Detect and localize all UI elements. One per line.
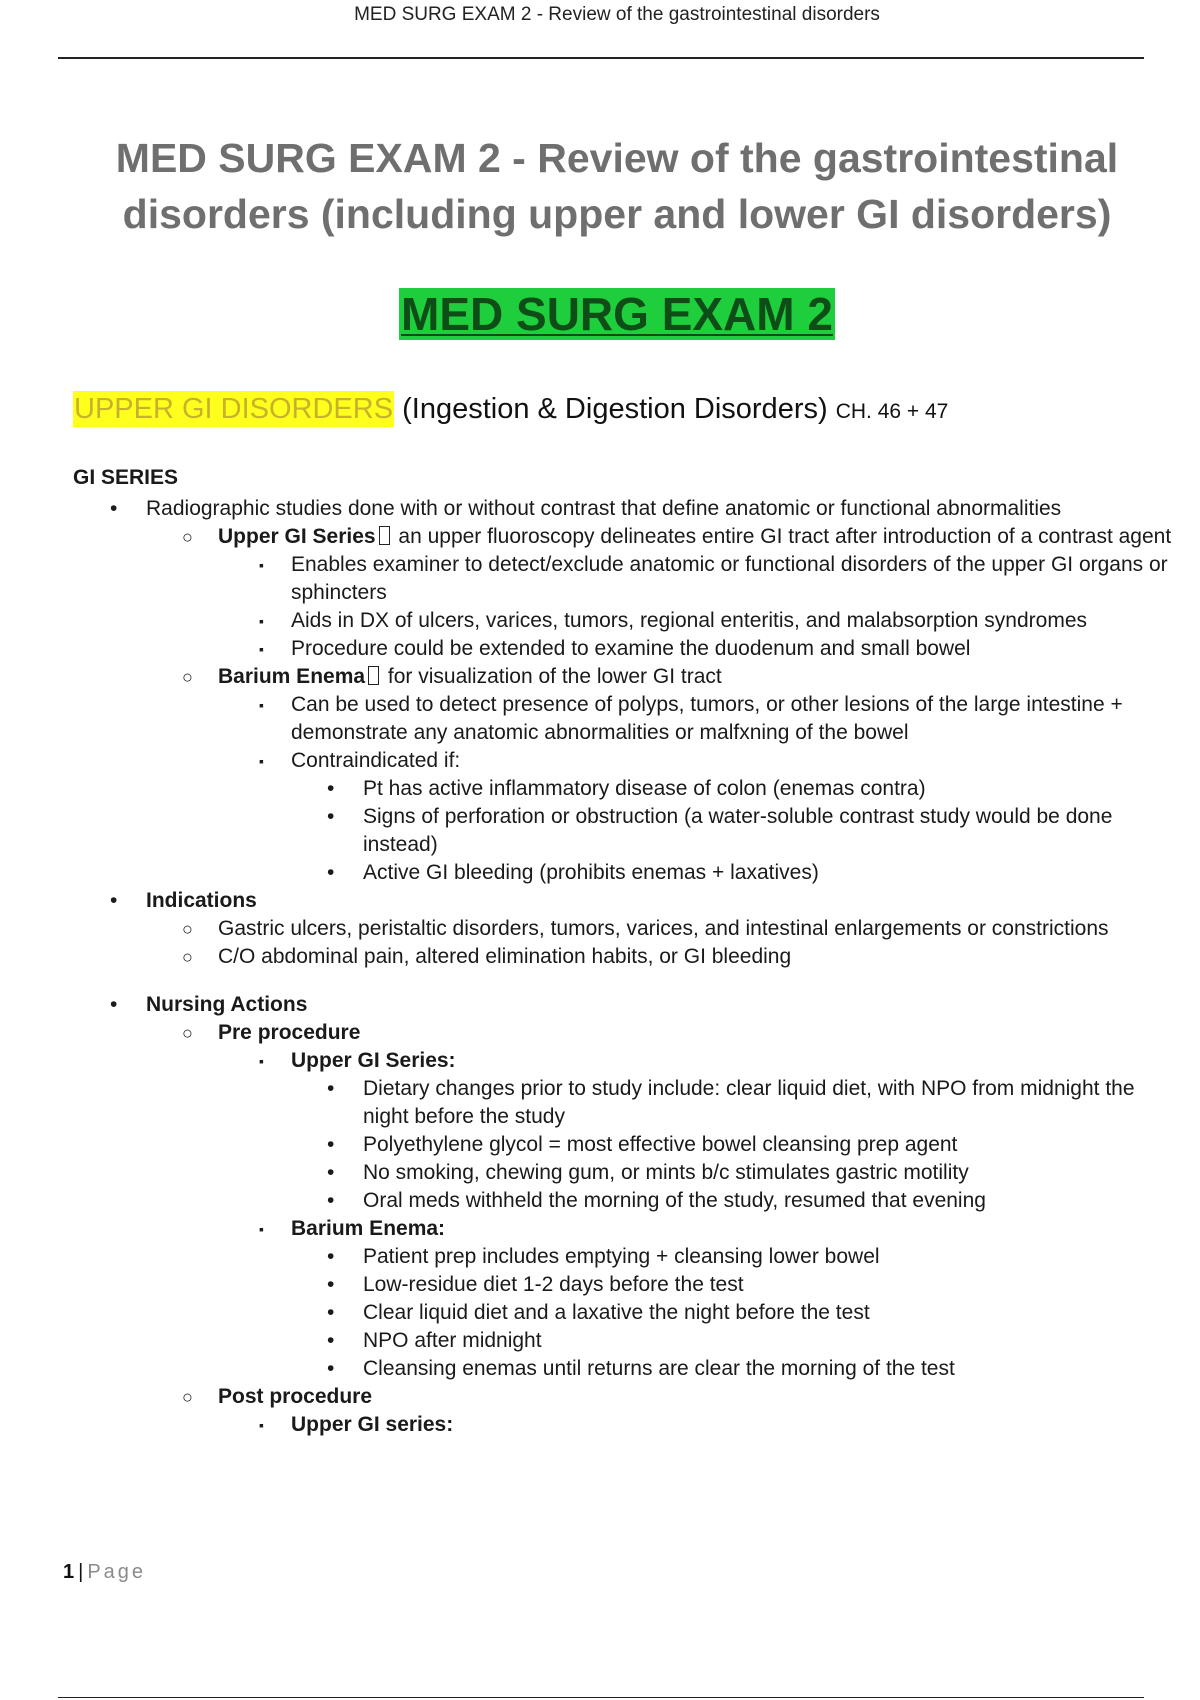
list-item [73,663,1173,691]
list-item [73,943,1173,971]
bullet-icon: • [327,777,335,800]
list-item [73,495,1173,523]
barium-enema-point: Can be used to detect presence of polyps, tumors, or other lesions of the large intestine + demonstrate any anatomic abnormalities or malfxning of the bowel [291,693,1123,744]
barium-enema-text: for visualization of the lower GI tract [382,665,722,688]
section-heading [73,393,948,426]
page-footer [63,1561,146,1584]
upper-gi-point: Procedure could be extended to examine the duodenum and small bowel [291,637,971,660]
list-item [73,1383,1173,1411]
bullet-icon: • [110,889,118,912]
circle-bullet-icon: ○ [182,667,193,687]
upper-gi-prep-item: No smoking, chewing gum, or mints b/c stimulates gastric motility [363,1161,969,1184]
list-item [73,991,1173,1019]
list-item [73,551,1173,607]
list-item [73,887,1173,915]
list-item [73,1047,1173,1075]
missing-glyph-icon [368,666,379,685]
indication-item: Gastric ulcers, peristaltic disorders, tumors, varices, and intestinal enlargements or constrictions [218,917,1109,940]
circle-bullet-icon: ○ [182,527,193,547]
barium-enema-prep-item: Cleansing enemas until returns are clear the morning of the test [363,1357,955,1380]
upper-gi-prep-item: Polyethylene glycol = most effective bowel cleansing prep agent [363,1133,958,1156]
bullet-icon: • [327,805,335,828]
exam-banner-container [0,288,1200,340]
section-heading-text: (Ingestion & Digestion Disorders) [394,393,836,425]
upper-gi-series-label: Upper GI Series [218,525,376,548]
list-item [73,1355,1173,1383]
contraindicated-label: Contraindicated if: [291,749,461,772]
list-item [73,607,1173,635]
gi-series-heading: GI SERIES [73,466,179,489]
document-title [60,130,1174,242]
list-item [73,1019,1173,1047]
square-bullet-icon: ▪ [259,1221,264,1237]
contraindication: Pt has active inflammatory disease of colon (enemas contra) [363,777,926,800]
list-item [73,1131,1173,1159]
page-word: Page [87,1561,147,1583]
list-item [73,1327,1173,1355]
barium-enema-prep-item: Patient prep includes emptying + cleansing lower bowel [363,1245,880,1268]
bullet-icon: • [327,1245,335,1268]
list-item [73,1187,1173,1215]
upper-gi-series-text: an upper fluoroscopy delineates entire GI tract after introduction of a contrast agent [392,525,1172,548]
list-item [73,1271,1173,1299]
list-item [73,1243,1173,1271]
bullet-icon: • [327,1077,335,1100]
list-item [73,523,1173,551]
upper-gi-prep-item: Dietary changes prior to study include: clear liquid diet, with NPO from midnight the night before the study [363,1077,1135,1128]
post-upper-gi-label: Upper GI series: [291,1413,454,1436]
barium-enema-prep-item: Low-residue diet 1-2 days before the test [363,1273,744,1296]
radiographic-text: Radiographic studies done with or without contrast that define anatomic or functional abnormalities [146,497,1062,520]
bullet-icon: • [327,1273,335,1296]
barium-enema-prep-item: Clear liquid diet and a laxative the night before the test [363,1301,870,1324]
upper-gi-point: Aids in DX of ulcers, varices, tumors, regional enteritis, and malabsorption syndromes [291,609,1088,632]
circle-bullet-icon: ○ [182,947,193,967]
bullet-icon: • [327,1189,335,1212]
bullet-icon: • [327,1357,335,1380]
list-item [73,1411,1173,1439]
bullet-icon: • [327,1133,335,1156]
square-bullet-icon: ▪ [259,1053,264,1069]
section-heading-highlight: UPPER GI DISORDERS [74,393,394,425]
pre-procedure-label: Pre procedure [218,1021,361,1044]
exam-banner: MED SURG EXAM 2 [401,288,833,340]
spacer [73,971,1173,991]
upper-gi-point: Enables examiner to detect/exclude anatomic or functional disorders of the upper GI organs or sphincters [291,553,1168,604]
barium-enema-prep-item: NPO after midnight [363,1329,542,1352]
list-item [73,859,1173,887]
square-bullet-icon: ▪ [259,1417,264,1433]
circle-bullet-icon: ○ [182,919,193,939]
document-title-line-2: disorders (including upper and lower GI disorders) [122,191,1112,237]
list-item [73,635,1173,663]
indications-label: Indications [146,889,257,912]
bullet-icon: • [327,1161,335,1184]
square-bullet-icon: ▪ [259,697,264,713]
contraindication: Active GI bleeding (prohibits enemas + laxatives) [363,861,819,884]
indication-item: C/O abdominal pain, altered elimination habits, or GI bleeding [218,945,792,968]
list-item [73,803,1173,859]
page-separator: | [78,1561,84,1583]
document-title-line-1: MED SURG EXAM 2 - Review of the gastrointestinal [115,135,1119,181]
page-number: 1 [63,1561,75,1583]
square-bullet-icon: ▪ [259,753,264,769]
bullet-icon: • [110,497,118,520]
header-divider [58,57,1144,59]
contraindication: Signs of perforation or obstruction (a water-soluble contrast study would be done instead) [363,805,1113,856]
list-item [73,775,1173,803]
bullet-icon: • [327,1301,335,1324]
list-item [73,747,1173,775]
missing-glyph-icon [379,526,390,545]
list-item [73,1215,1173,1243]
bullet-icon: • [110,993,118,1016]
pre-upper-gi-label: Upper GI Series: [291,1049,456,1072]
running-header: MED SURG EXAM 2 - Review of the gastrointestinal disorders [354,4,880,25]
nursing-actions-label: Nursing Actions [146,993,308,1016]
square-bullet-icon: ▪ [259,641,264,657]
bullet-icon: • [327,861,335,884]
circle-bullet-icon: ○ [182,1023,193,1043]
chapter-reference: CH. 46 + 47 [835,400,949,423]
list-item [73,915,1173,943]
list-item [73,691,1173,747]
list-item [73,1159,1173,1187]
gi-series-list [73,495,1173,1439]
barium-enema-label: Barium Enema [218,665,366,688]
list-item [73,1299,1173,1327]
upper-gi-prep-item: Oral meds withheld the morning of the study, resumed that evening [363,1189,986,1212]
square-bullet-icon: ▪ [259,613,264,629]
footer-divider [58,1697,1144,1698]
pre-barium-enema-label: Barium Enema: [291,1217,446,1240]
bullet-icon: • [327,1329,335,1352]
circle-bullet-icon: ○ [182,1387,193,1407]
list-item [73,1075,1173,1131]
square-bullet-icon: ▪ [259,557,264,573]
post-procedure-label: Post procedure [218,1385,373,1408]
notes-body [73,465,1173,1439]
